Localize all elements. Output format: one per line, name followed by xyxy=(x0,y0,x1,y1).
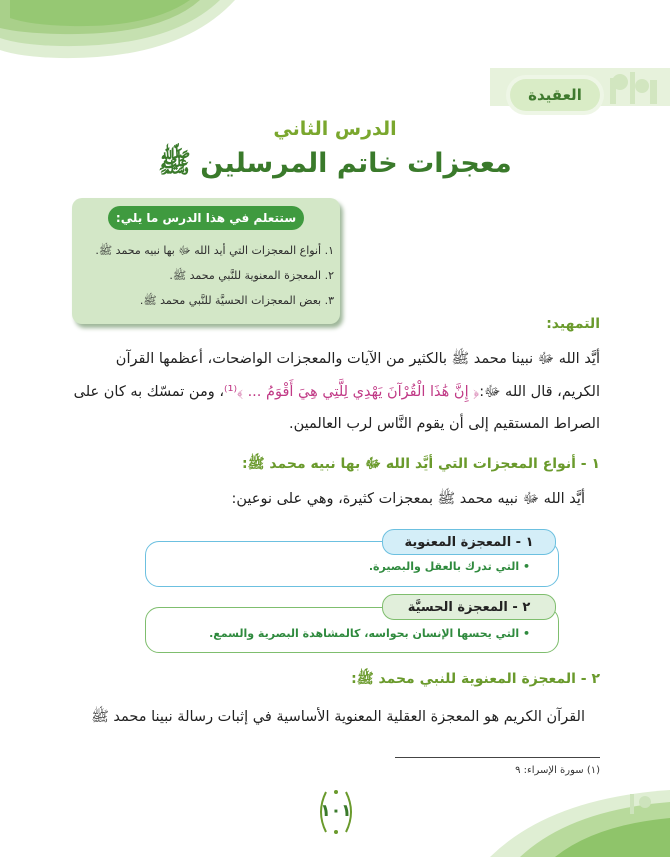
footnote-divider xyxy=(395,757,600,758)
intro-line-3: الصراط المستقيم إلى أن يقوم النَّاس لرب العالمين. xyxy=(289,416,600,432)
type-text-moral: • التي تدرك بالعقل والبصيرة. xyxy=(368,560,530,573)
category-badge xyxy=(510,79,600,111)
intro-line-2-end: ، ومن تمسّك به كان على xyxy=(73,384,225,400)
lesson-number: الدرس الثاني xyxy=(273,118,397,140)
intro-line-2 xyxy=(74,383,600,404)
type-label-physical: ٢ - المعجزة الحسيَّة xyxy=(382,594,556,620)
top-left-decoration xyxy=(0,0,240,70)
lesson-title: معجزات خاتم المرسلين ﷺ xyxy=(158,148,512,179)
footnote: (١) سورة الإسراء: ٩ xyxy=(515,765,600,776)
quran-verse: ﴿ إِنَّ هَٰذَا الْقُرْآنَ يَهْدِي لِلَّتِي هِيَ أَقْوَمُ ... ﴾⁽¹⁾ xyxy=(224,384,480,400)
bottom-right-decoration xyxy=(480,790,670,857)
section-1-heading: ١ - أنواع المعجزات التي أيَّد الله ﷻ بها نبيه محمد ﷺ: xyxy=(242,456,600,472)
objectives-heading: ستتعلم في هذا الدرس ما يلي: xyxy=(108,206,304,230)
intro-heading: التمهيد: xyxy=(546,316,600,332)
section-2-heading: ٢ - المعجزة المعنوية للنبي محمد ﷺ: xyxy=(351,671,600,687)
type-text-physical: • التي يحسها الإنسان بحواسه، كالمشاهدة البصرية والسمع. xyxy=(209,627,530,640)
category-label: العقيدة xyxy=(528,86,582,104)
page-number: ١٠١ xyxy=(320,801,352,821)
objective-item: ٢. المعجزة المعنوية للنَّبي محمد ﷺ. xyxy=(169,269,334,282)
type-label-moral: ١ - المعجزة المعنوية xyxy=(382,529,556,555)
intro-line-2-start: الكريم، قال الله ﷻ: xyxy=(479,384,600,400)
section-1-text: أيَّد الله ﷻ نبيه محمد ﷺ بمعجزات كثيرة، وهي على نوعين: xyxy=(231,491,585,507)
section-2-text: القرآن الكريم هو المعجزة العقلية المعنوية الأساسية في إثبات رسالة نبينا محمد ﷺ xyxy=(91,709,585,725)
intro-line-1: أيَّد الله ﷻ نبينا محمد ﷺ بالكثير من الآيات والمعجزات الواضحات، أعظمها القرآن xyxy=(115,351,600,367)
objective-item: ١. أنواع المعجزات التي أيد الله ﷻ بها نبيه محمد ﷺ. xyxy=(95,244,334,257)
objective-item: ٣. بعض المعجزات الحسيَّة للنَّبي محمد ﷺ. xyxy=(139,294,334,307)
